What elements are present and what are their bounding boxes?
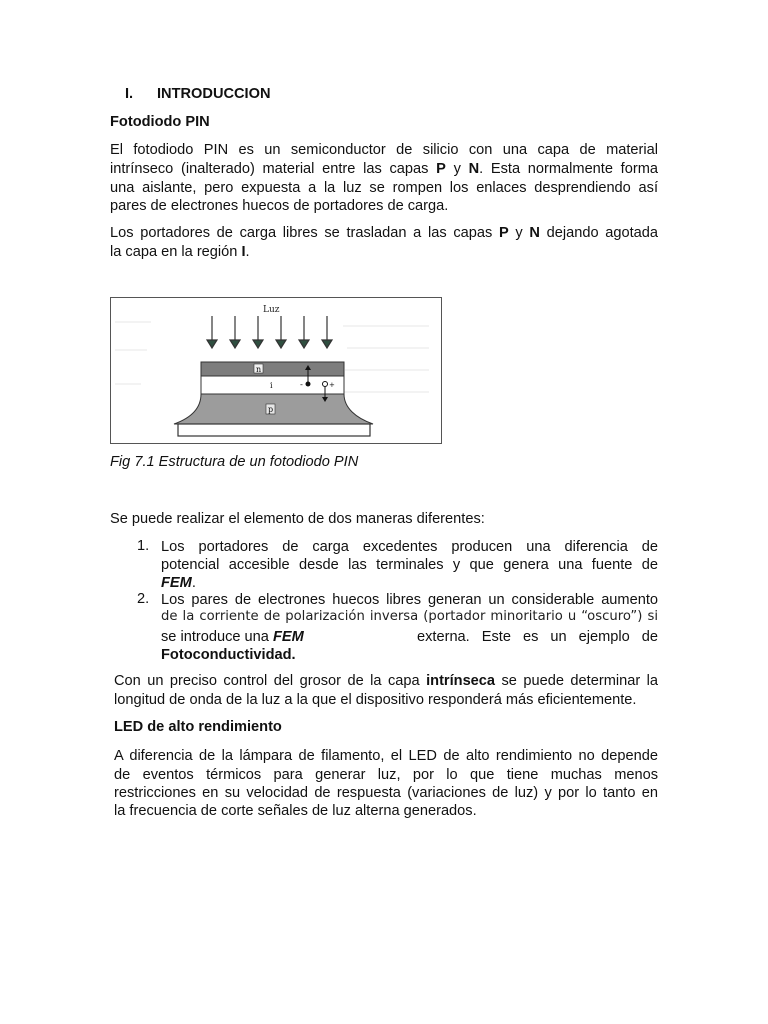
n-label: n xyxy=(256,365,262,374)
pin-p1-line3: una aislante, pero expuesta a la luz se rompen los enlaces desprendiendo así xyxy=(110,180,658,196)
list-item-1-number: 1. xyxy=(137,538,150,554)
list-item-2-line3: se introduce una FEM externa. Este es un ejemplo de xyxy=(161,629,658,645)
light-label: Luz xyxy=(263,305,280,315)
pin-heading: Fotodiodo PIN xyxy=(110,114,210,130)
n-layer xyxy=(201,362,344,376)
svg-text:+: + xyxy=(329,381,335,389)
light-arrows xyxy=(207,316,332,348)
section-number: I. xyxy=(125,86,134,102)
list-item-2-line2: de la corriente de polarización inversa (portador minoritario u “oscuro”) si xyxy=(161,609,658,624)
pin-diagram xyxy=(111,298,441,443)
led-heading: LED de alto rendimiento xyxy=(114,719,282,735)
pin-p2-line2: la capa en la región I. xyxy=(110,244,250,260)
list-item-2-number: 2. xyxy=(137,591,150,607)
led-line3: restricciones en su velocidad de respuesta (variaciones de luz) y por lo tanto en xyxy=(114,785,658,801)
led-line1: A diferencia de la lámpara de filamento, el LED de alto rendimiento no depende xyxy=(114,748,658,764)
svg-text:-: - xyxy=(300,380,303,389)
p3-line1: Con un preciso control del grosor de la capa intrínseca se puede determinar la xyxy=(114,673,659,689)
pin-p1-line4: pares de electrones huecos de portadores de carga. xyxy=(110,198,449,214)
pin-p1-line1: El fotodiodo PIN es un semiconductor de silicio con una capa de material xyxy=(110,142,658,158)
base-plate xyxy=(178,424,370,436)
figure-caption: Fig 7.1 Estructura de un fotodiodo PIN xyxy=(110,454,359,470)
list-item-1-line3: FEM. xyxy=(161,575,196,591)
pin-p1-line2: intrínseco (inalterado) material entre las capas P y N. Esta normalmente forma xyxy=(110,161,658,177)
section-title: INTRODUCCION xyxy=(157,86,271,102)
list-item-2-line1: Los pares de electrones huecos libres generan un considerable aumento xyxy=(161,592,658,608)
pin-structure-figure xyxy=(110,297,442,444)
led-line4: la frecuencia de corte señales de luz alterna generados. xyxy=(114,803,477,819)
p-label: p xyxy=(268,405,274,414)
list-item-2-line4: Fotoconductividad. xyxy=(161,647,296,663)
list-item-1-line2: potencial accesible desde las terminales y que genera una fuente de xyxy=(161,557,658,573)
led-line2: de eventos térmicos para generar luz, por lo que tiene muchas menos xyxy=(114,767,658,783)
list-intro: Se puede realizar el elemento de dos maneras diferentes: xyxy=(110,511,485,527)
pin-p2-line1: Los portadores de carga libres se trasladan a las capas P y N dejando agotada xyxy=(110,225,659,241)
i-label: i xyxy=(270,381,273,390)
list-item-1-line1: Los portadores de carga excedentes producen una diferencia de xyxy=(161,539,658,555)
p3-line2: longitud de onda de la luz a la que el dispositivo responderá más eficientemente. xyxy=(114,692,637,708)
